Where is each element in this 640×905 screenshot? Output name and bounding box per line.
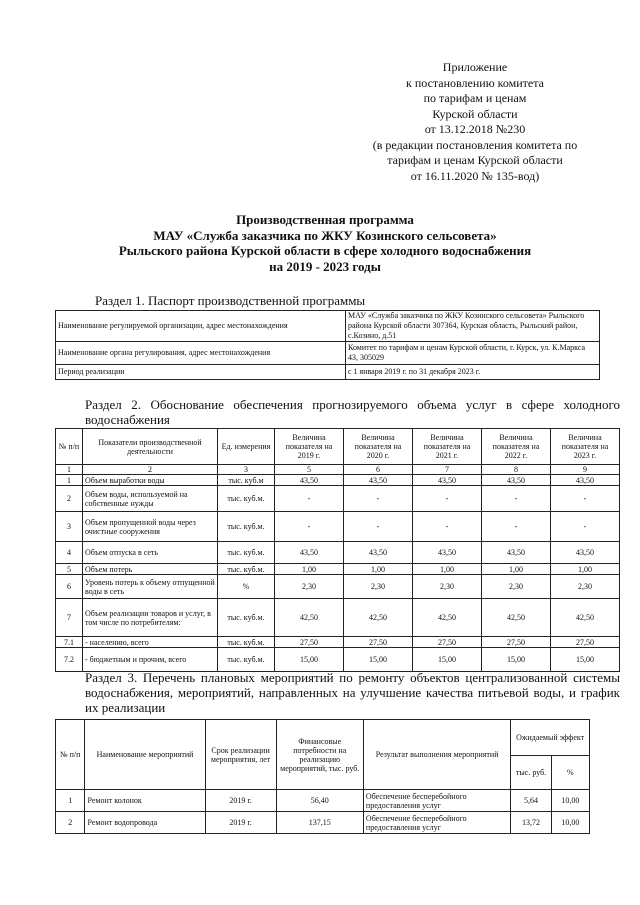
row-value: 43,50	[275, 542, 344, 564]
appendix-line: к постановлению комитета	[406, 75, 544, 90]
header-cell: Величина показателя на 2022 г.	[482, 429, 551, 465]
header-cell: Срок реализации мероприятия, лет	[205, 720, 276, 790]
appendix-header	[340, 60, 610, 184]
row-value: 43,50	[551, 542, 620, 564]
table-row	[56, 542, 620, 564]
row-value: 2,30	[344, 575, 413, 599]
row-value: 15,00	[344, 648, 413, 672]
header-cell: %	[551, 756, 589, 790]
table-row	[56, 564, 620, 575]
row-value: -	[275, 486, 344, 512]
section2-heading: Раздел 2. Обоснование обеспечения прогнозируемого объема услуг в сфере холодного водоснабжения	[85, 397, 620, 427]
column-number: 5	[275, 465, 344, 475]
row-value: 43,50	[482, 542, 551, 564]
row-value: 15,00	[551, 648, 620, 672]
row-effect-pct: 10,00	[551, 790, 589, 812]
row-value: 27,50	[275, 637, 344, 648]
row-name: Объем выработки воды	[83, 475, 218, 486]
table-row	[56, 812, 590, 834]
section3-heading: Раздел 3. Перечень плановых мероприятий по ремонту объектов централизованной системы водоснабжения, мероприятий, направленных на улучшение качества питьевой воды, и график их реализации	[85, 670, 620, 715]
row-value: 15,00	[413, 648, 482, 672]
row-unit: тыс. куб.м.	[218, 486, 275, 512]
column-number: 6	[344, 465, 413, 475]
table-row	[56, 311, 600, 342]
row-effect-rub: 13,72	[511, 812, 551, 834]
row-value: 2,30	[413, 575, 482, 599]
header-cell: № п/п	[56, 720, 85, 790]
row-unit: %	[218, 575, 275, 599]
table-row	[56, 637, 620, 648]
row-value: 1,00	[482, 564, 551, 575]
table-row	[56, 475, 620, 486]
row-value: -	[482, 512, 551, 542]
appendix-line: (в редакции постановления комитета по	[372, 137, 578, 152]
appendix-line: от 16.11.2020 № 135-вод)	[410, 168, 540, 183]
passport-label: Наименование регулируемой организации, адрес местонахождения	[56, 311, 346, 342]
column-number: 3	[218, 465, 275, 475]
row-value: 42,50	[344, 599, 413, 637]
row-effect-rub: 5,64	[511, 790, 551, 812]
row-number: 6	[56, 575, 83, 599]
row-value: -	[275, 512, 344, 542]
table-row	[56, 599, 620, 637]
row-name: Объем реализации товаров и услуг, в том числе по потребителям:	[83, 599, 218, 637]
row-value: 27,50	[344, 637, 413, 648]
header-cell: Ед. измерения	[218, 429, 275, 465]
row-value: 1,00	[344, 564, 413, 575]
row-name: Объем отпуска в сеть	[83, 542, 218, 564]
row-name: Ремонт колонок	[85, 790, 205, 812]
column-number: 1	[56, 465, 83, 475]
header-cell: Финансовые потребности на реализацию мероприятий, тыс. руб.	[276, 720, 363, 790]
row-number: 1	[56, 790, 85, 812]
header-cell: Показатели производственной деятельности	[83, 429, 218, 465]
header-cell: Величина показателя на 2020 г.	[344, 429, 413, 465]
row-number: 7.1	[56, 637, 83, 648]
row-name: Ремонт водопровода	[85, 812, 205, 834]
row-number: 2	[56, 812, 85, 834]
appendix-line: от 13.12.2018 №230	[424, 122, 526, 136]
passport-value: с 1 января 2019 г. по 31 декабря 2023 г.	[346, 365, 600, 380]
row-effect-pct: 10,00	[551, 812, 589, 834]
row-result: Обеспечение бесперебойного предоставления услуг	[363, 812, 510, 834]
header-cell: Величина показателя на 2021 г.	[413, 429, 482, 465]
passport-value: МАУ «Служба заказчика по ЖКУ Козинского сельсовета» Рыльского района Курской области 307364, Курская область, Рыльский район, с.Козино, д.51	[346, 311, 600, 342]
row-term: 2019 г.	[205, 790, 276, 812]
volume-table	[55, 428, 620, 672]
row-value: 27,50	[551, 637, 620, 648]
row-value: 43,50	[413, 542, 482, 564]
row-value: 2,30	[482, 575, 551, 599]
row-value: -	[551, 512, 620, 542]
row-value: 1,00	[551, 564, 620, 575]
row-name: - бюджетным и прочим, всего	[83, 648, 218, 672]
title-line: на 2019 - 2023 годы	[269, 258, 381, 274]
row-name: Объем потерь	[83, 564, 218, 575]
row-value: 42,50	[413, 599, 482, 637]
row-value: 1,00	[275, 564, 344, 575]
row-number: 7.2	[56, 648, 83, 672]
table-row	[56, 486, 620, 512]
appendix-line: по тарифам и ценам	[423, 91, 527, 105]
header-cell: Ожидаемый эффект	[511, 720, 590, 756]
row-number: 3	[56, 512, 83, 542]
table-row	[56, 790, 590, 812]
row-value: 43,50	[344, 475, 413, 486]
column-number: 7	[413, 465, 482, 475]
header-cell: тыс. руб.	[511, 756, 551, 790]
row-number: 5	[56, 564, 83, 575]
column-number-row	[56, 465, 620, 475]
section1-heading: Раздел 1. Паспорт производственной программы	[95, 293, 366, 308]
row-number: 1	[56, 475, 83, 486]
row-number: 2	[56, 486, 83, 512]
row-value: 2,30	[275, 575, 344, 599]
row-name: Объем воды, используемой на собственные нужды	[83, 486, 218, 512]
row-value: -	[413, 512, 482, 542]
table-row	[56, 365, 600, 380]
row-name: - населению, всего	[83, 637, 218, 648]
appendix-line: Приложение	[442, 60, 508, 74]
measures-table	[55, 719, 590, 834]
row-value: 42,50	[551, 599, 620, 637]
row-value: 43,50	[413, 475, 482, 486]
row-value: 42,50	[275, 599, 344, 637]
appendix-line: тарифам и ценам Курской области	[387, 153, 563, 167]
row-value: 43,50	[344, 542, 413, 564]
header-cell: № п/п	[56, 429, 83, 465]
row-finance: 56,40	[276, 790, 363, 812]
row-value: 43,50	[275, 475, 344, 486]
passport-value: Комитет по тарифам и ценам Курской области, г. Курск, ул. К.Маркса 43, 305029	[346, 342, 600, 365]
table-row	[56, 342, 600, 365]
row-number: 4	[56, 542, 83, 564]
header-cell: Результат выполнения мероприятий	[363, 720, 510, 790]
row-value: -	[413, 486, 482, 512]
header-cell: Наименование мероприятий	[85, 720, 205, 790]
row-finance: 137,15	[276, 812, 363, 834]
header-cell: Величина показателя на 2023 г.	[551, 429, 620, 465]
row-result: Обеспечение бесперебойного предоставления услуг	[363, 790, 510, 812]
column-number: 2	[83, 465, 218, 475]
title-line: МАУ «Служба заказчика по ЖКУ Козинского сельсовета»	[153, 227, 497, 243]
row-unit: тыс. куб.м.	[218, 564, 275, 575]
table-header-row	[56, 429, 620, 465]
row-value: -	[482, 486, 551, 512]
row-value: 27,50	[413, 637, 482, 648]
table-row	[56, 648, 620, 672]
row-unit: тыс. куб.м.	[218, 512, 275, 542]
passport-label: Период реализации	[56, 365, 346, 380]
row-unit: тыс. куб.м.	[218, 599, 275, 637]
row-value: -	[344, 512, 413, 542]
row-value: 42,50	[482, 599, 551, 637]
row-value: 27,50	[482, 637, 551, 648]
row-unit: тыс. куб.м	[218, 475, 275, 486]
row-name: Уровень потерь к объему отпущенной воды в сеть	[83, 575, 218, 599]
row-value: 1,00	[413, 564, 482, 575]
row-unit: тыс. куб.м.	[218, 637, 275, 648]
passport-label: Наименование органа регулирования, адрес местонахождения	[56, 342, 346, 365]
row-number: 7	[56, 599, 83, 637]
appendix-line: Курской области	[432, 106, 518, 121]
table-row	[56, 575, 620, 599]
row-unit: тыс. куб.м.	[218, 648, 275, 672]
row-unit: тыс. куб.м.	[218, 542, 275, 564]
table-row	[56, 512, 620, 542]
column-number: 9	[551, 465, 620, 475]
row-value: 15,00	[275, 648, 344, 672]
table-header-row	[56, 720, 590, 756]
row-value: 43,50	[482, 475, 551, 486]
column-number: 8	[482, 465, 551, 475]
row-value: 43,50	[551, 475, 620, 486]
row-value: 15,00	[482, 648, 551, 672]
passport-table	[55, 310, 600, 380]
document-title	[60, 212, 590, 274]
title-line: Рыльского района Курской области в сфере холодного водоснабжения	[118, 243, 532, 258]
title-line: Производственная программа	[236, 212, 414, 227]
row-term: 2019 г.	[205, 812, 276, 834]
row-value: -	[551, 486, 620, 512]
row-value: 2,30	[551, 575, 620, 599]
row-value: -	[344, 486, 413, 512]
header-cell: Величина показателя на 2019 г.	[275, 429, 344, 465]
row-name: Объем пропущенной воды через очистные сооружения	[83, 512, 218, 542]
